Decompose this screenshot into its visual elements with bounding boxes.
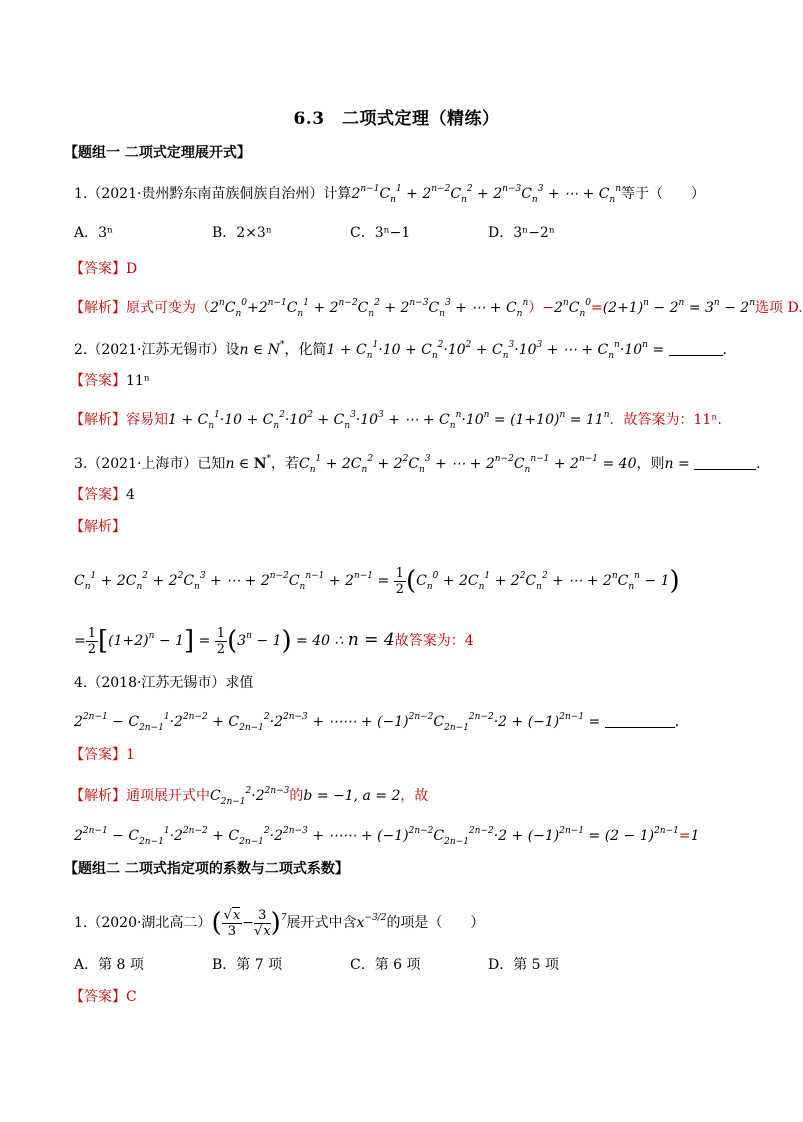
option-c: C．3ⁿ−1 bbox=[350, 225, 411, 241]
answer-tag: 【答案】 bbox=[70, 261, 126, 277]
question-5-answer: 【答案】C bbox=[70, 989, 137, 1005]
group-heading-1: 【题组一 二项式定理展开式】 bbox=[64, 145, 251, 161]
answer-blank bbox=[694, 455, 756, 470]
question-3: 3.（2021·上海市）已知n ∈ N*，若$C_n^1 + 2C_n^2 + 2^2C_n^3$ + ⋯ + $2^{n-2}C_n^{n-1} + 2^{n-1} = 40$，则n = . bbox=[74, 454, 761, 475]
analysis-lead: 通项展开式中 bbox=[126, 788, 210, 804]
question-2-analysis: 【解析】容易知$1 + C_n^1\cdot 10 + C_n^2\cdot 10^2 + C_n^3\cdot 10^3$ + ⋯ + $C_n^n\cdot 10^n = (1+10)^n = 11^n$．故答案为：11ⁿ. bbox=[70, 410, 722, 431]
question-3-answer: 【答案】4 bbox=[70, 487, 135, 503]
question-1-options bbox=[74, 222, 733, 244]
group-heading-2: 【题组二 二项式指定项的系数与二项式系数】 bbox=[64, 861, 349, 877]
question-1-analysis: 【解析】原式可变为（$2^nC_n^0+2^{n-1}C_n^1 + 2^{n-2}C_n^2 + 2^{n-3}C_n^3$ + ⋯ + $C_n^n)-2^nC_n^0=(2+1)^n - 2^n = 3^n - 2^n$选项 D. bbox=[70, 298, 803, 319]
question-4 bbox=[74, 672, 733, 694]
option-d: D．第 5 项 bbox=[488, 957, 560, 973]
answer-value: 1 bbox=[126, 747, 135, 763]
question-5-options bbox=[74, 954, 733, 976]
question-2-mid: ，化简 bbox=[284, 342, 327, 358]
conclusion: 故答案为：4 bbox=[394, 633, 474, 649]
question-1-suffix: 等于（ ） bbox=[621, 186, 706, 202]
answer-blank bbox=[669, 341, 723, 356]
question-1-prefix: 1.（2021·贵州黔东南苗族侗族自治州）计算 bbox=[74, 186, 352, 202]
page-title: 6.3 二项式定理（精练） bbox=[293, 109, 500, 129]
question-4-derivation: $2^{2n-1} - C_{2n-1}^1\cdot 2^{2n-2} + C_{2n-1}^2\cdot 2^{2n-3}$ + ⋯⋯ + $(-1)^{2n-2}C_{2n-1}^{2n-2}\cdot 2 + (-1)^{2n-1} = (2 - 1)^{2n-1}=1$ bbox=[74, 826, 700, 847]
answer-value: 11ⁿ bbox=[126, 373, 150, 389]
question-1-formula: $2^{n-1}C_n^1 + 2^{n-2}C_n^2 + 2^{n-3}C_n^3$ + ⋯ + $C_n^n$ bbox=[351, 184, 622, 205]
question-5-prefix: 1.（2020·湖北高二） bbox=[74, 915, 212, 931]
analysis-lead: 容易知 bbox=[126, 412, 168, 428]
answer-value: 4 bbox=[126, 487, 135, 503]
option-b: B．第 7 项 bbox=[212, 957, 283, 973]
analysis-formula: $2^nC_n^0+2^{n-1}C_n^1 + 2^{n-2}C_n^2 + 2^{n-3}C_n^3$ + ⋯ + $C_n^n$ bbox=[210, 298, 529, 319]
question-4-formula: $2^{2n-1} - C_{2n-1}^1\cdot 2^{2n-2} + C_{2n-1}^2\cdot 2^{2n-3}$ + ⋯⋯ + $(-1)^{2n-2}C_{2n-1}^{2n-2}\cdot 2 + (-1)^{2n-1}$ = . bbox=[74, 712, 680, 733]
option-c: C．第 6 项 bbox=[350, 957, 421, 973]
question-5-mid: 展开式中含 bbox=[286, 915, 357, 931]
analysis-tail: 选项 D. bbox=[755, 300, 803, 316]
option-b: B．2×3ⁿ bbox=[212, 225, 272, 241]
question-5: 1.（2020·湖北高二）( $\frac{√x}{3}$ − $\frac{3}{√x}$ )$^7$展开式中含$x^{-3/2}$的项是（ ） bbox=[74, 907, 485, 939]
question-3-prefix: 3.（2021·上海市）已知 bbox=[74, 456, 226, 472]
answer-value: C bbox=[126, 989, 137, 1005]
question-1 bbox=[74, 178, 733, 211]
question-2-answer: 【答案】11ⁿ bbox=[70, 373, 150, 389]
answer-value: D bbox=[126, 261, 138, 277]
analysis-tag: 【解析】 bbox=[70, 300, 126, 316]
analysis-tail: ．故答案为：11ⁿ. bbox=[609, 412, 722, 428]
question-2-prefix: 2.（2021·江苏无锡市）设 bbox=[74, 342, 240, 358]
option-a: A．3ⁿ bbox=[74, 225, 114, 241]
question-5-suffix: 的项是（ ） bbox=[386, 915, 485, 931]
question-4-analysis: 【解析】通项展开式中$C_{2n-1}^2\cdot 2^{2n-3}$的b = −1, a = 2，故 bbox=[70, 786, 429, 807]
question-4-prefix: 4.（2018·江苏无锡市）求值 bbox=[74, 675, 254, 691]
question-2: 2.（2021·江苏无锡市）设n ∈ N*，化简$1 + C_n^1\cdot 10 + C_n^2\cdot 10^2 + C_n^3\cdot 10^3$ + ⋯ + $C_n^n\cdot 10^n$ = . bbox=[74, 340, 727, 361]
analysis-lead: 原式可变为（ bbox=[126, 300, 210, 316]
question-3-analysis-tag: 【解析】 bbox=[70, 519, 126, 535]
option-a: A．第 8 项 bbox=[74, 957, 144, 973]
option-d: D．3ⁿ−2ⁿ bbox=[488, 225, 555, 241]
question-4-answer: 【答案】1 bbox=[70, 747, 135, 763]
question-3-derivation-1: $C_n^1 + 2C_n^2 + 2^2C_n^3$ + ⋯ + $2^{n-2}C_n^{n-1} + 2^{n-1}$ = $\frac{1}{2}$ ($C_n^0 + 2C_n^1 + 2^2C_n^2$ + ⋯ + $2^nC_n^n - 1$) bbox=[74, 565, 680, 597]
question-3-derivation-2: = $\frac{1}{2}$ $[(1+2)^n - 1]$ = $\frac{1}{2}$ $(3^n - 1) = 40$ ∴ n = 4故答案为：4 bbox=[74, 625, 474, 657]
question-1-answer bbox=[70, 258, 733, 280]
answer-blank bbox=[605, 713, 675, 728]
